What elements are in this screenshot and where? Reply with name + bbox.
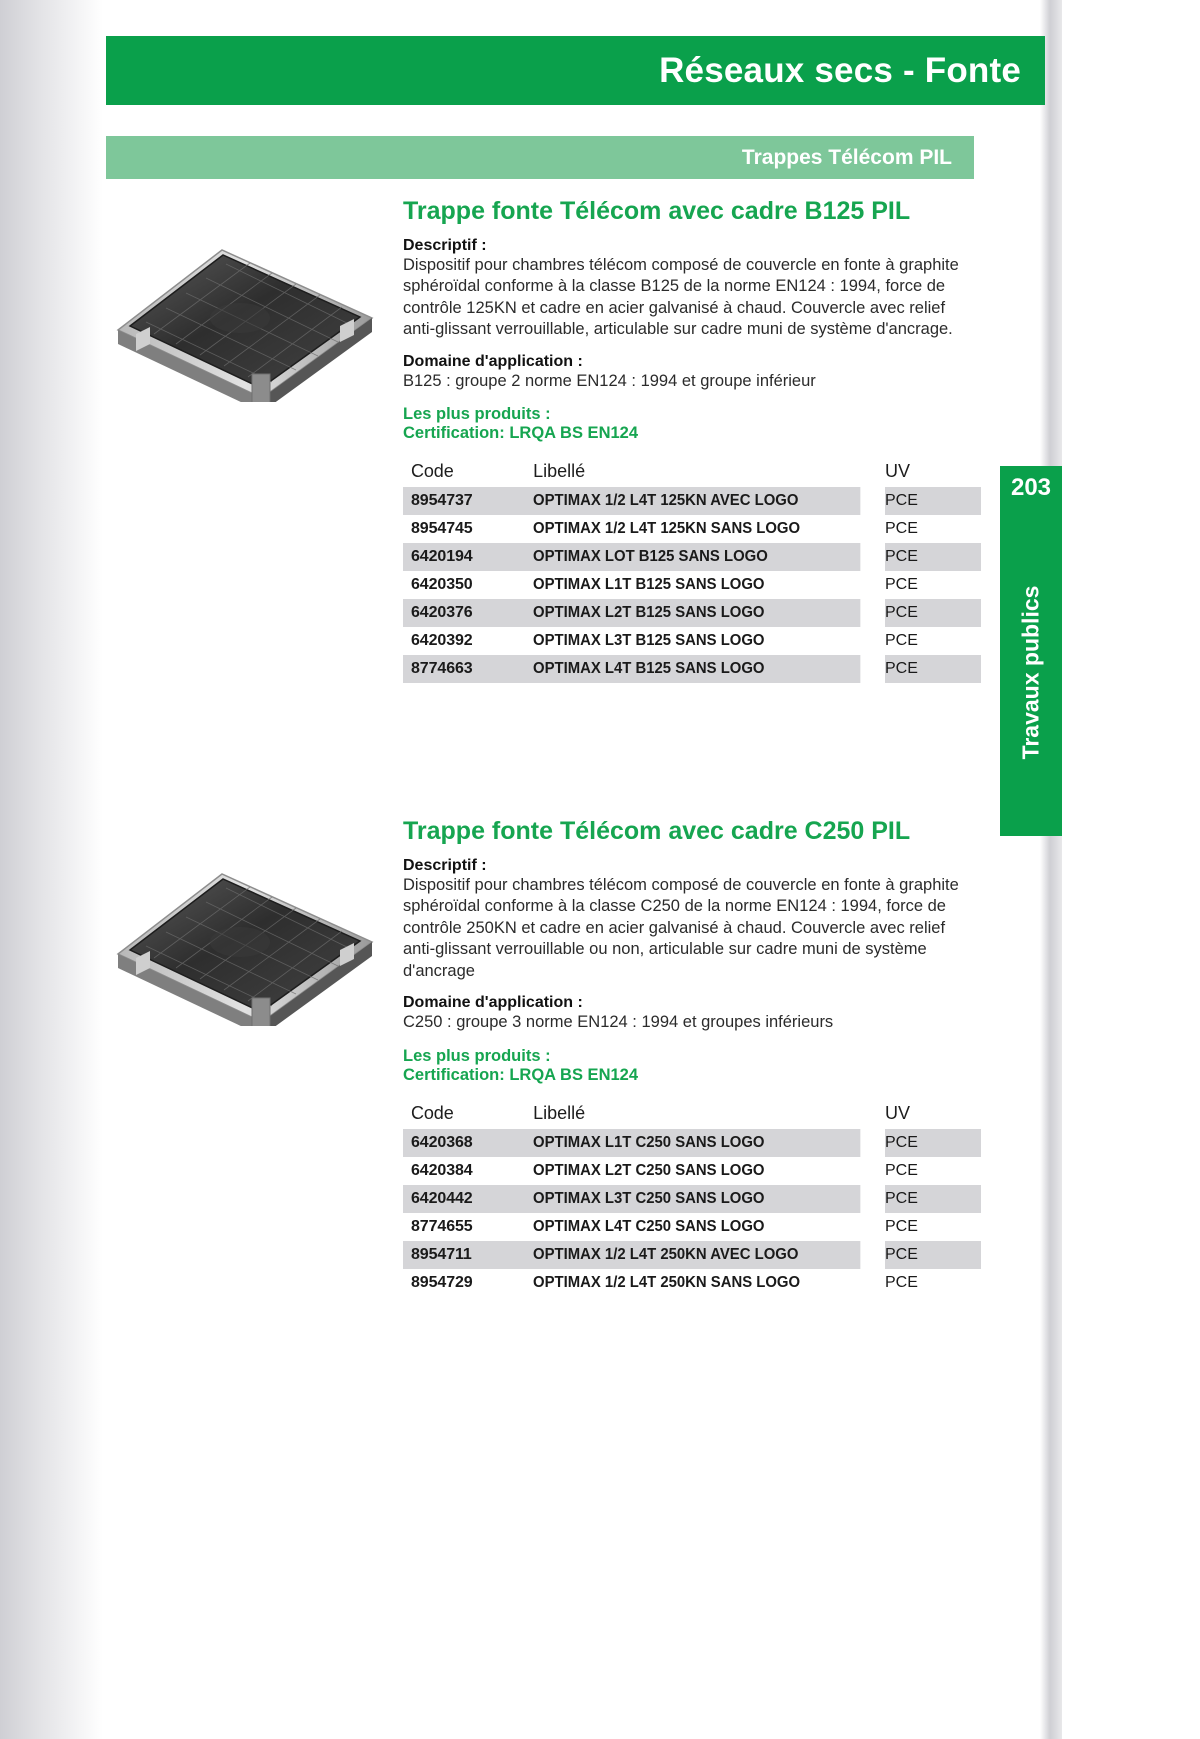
table-row: [403, 487, 981, 515]
table-row: [403, 655, 981, 683]
cell-libelle: OPTIMAX LOT B125 SANS LOGO: [533, 543, 860, 571]
cell-libelle: OPTIMAX L2T C250 SANS LOGO: [533, 1161, 765, 1179]
cell-libelle: OPTIMAX L4T B125 SANS LOGO: [533, 655, 860, 683]
product-block-c250: [403, 818, 981, 1297]
product-certification: Certification: LRQA BS EN124: [403, 424, 639, 443]
product-photo-b125: [110, 222, 380, 402]
table-header-row: [403, 1101, 981, 1129]
product-certification: Certification: LRQA BS EN124: [403, 1065, 639, 1084]
cell-uv: PCE: [885, 655, 981, 683]
cell-libelle: OPTIMAX L1T B125 SANS LOGO: [533, 576, 765, 594]
cell-code: 8954737: [403, 487, 533, 515]
product-domaine: B125 : groupe 2 norme EN124 : 1994 et groupe inférieur: [403, 371, 816, 390]
header-libelle: Libellé: [533, 461, 586, 482]
table-row: [403, 599, 981, 627]
product-title: Trappe fonte Télécom avec cadre C250 PIL: [403, 817, 911, 845]
header-uv: UV: [885, 1102, 911, 1123]
cell-code: 6420392: [411, 632, 473, 650]
table-body: [403, 1129, 981, 1297]
cell-uv: PCE: [885, 632, 918, 650]
header-uv: UV: [885, 461, 911, 482]
table-row: [403, 1157, 981, 1185]
cell-libelle: OPTIMAX L3T C250 SANS LOGO: [533, 1185, 860, 1213]
table-header-row: [403, 459, 981, 487]
header-code: Code: [411, 1102, 454, 1123]
product-table-b125: [403, 459, 981, 683]
cell-uv: PCE: [885, 1185, 981, 1213]
cell-uv: PCE: [885, 487, 981, 515]
table-row: [403, 543, 981, 571]
cell-libelle: OPTIMAX L3T B125 SANS LOGO: [533, 632, 765, 650]
domaine-label: Domaine d'application :: [403, 352, 583, 370]
descriptif-label: Descriptif :: [403, 857, 487, 874]
cell-code: 8954711: [403, 1241, 533, 1269]
cell-uv: PCE: [885, 1217, 918, 1235]
cell-code: 8954745: [411, 520, 473, 538]
plus-produits-label: Les plus produits :: [403, 1046, 551, 1065]
product-photo-c250: [110, 846, 380, 1026]
table-row: [403, 1129, 981, 1157]
cell-code: 8954729: [411, 1273, 473, 1291]
product-description: Dispositif pour chambres télécom composé de couvercle en fonte à graphite sphéroïdal conforme à la classe B125 de la norme EN124 : 1994, force de contrôle 125KN et cadre en acier galvanisé à chaud. Couvercle avec relief anti-glissant verrouillable, articulable sur cadre muni de système d'ancrage.: [403, 256, 959, 339]
table-body: [403, 487, 981, 683]
cell-libelle: OPTIMAX L4T C250 SANS LOGO: [533, 1217, 765, 1235]
table-row: [403, 1269, 981, 1297]
page-right-gutter-shading: [1040, 0, 1062, 1739]
page-number: 203: [1010, 474, 1052, 501]
cell-code: 6420368: [403, 1129, 533, 1157]
cell-code: 6420384: [411, 1161, 473, 1179]
cell-code: 6420376: [403, 599, 533, 627]
product-block-b125: [403, 198, 981, 683]
cell-code: 6420194: [403, 543, 533, 571]
cell-uv: PCE: [885, 1129, 981, 1157]
cell-libelle: OPTIMAX L2T B125 SANS LOGO: [533, 599, 860, 627]
cell-uv: PCE: [885, 1273, 918, 1291]
cell-code: 8774663: [403, 655, 533, 683]
cell-libelle: OPTIMAX L1T C250 SANS LOGO: [533, 1129, 860, 1157]
plus-produits-label: Les plus produits :: [403, 405, 551, 424]
page-subheader: [106, 136, 974, 179]
cell-code: 8774655: [411, 1217, 473, 1235]
page-left-gutter-shading: [0, 0, 103, 1739]
product-table-c250: [403, 1101, 981, 1297]
table-row: [403, 627, 981, 655]
cell-uv: PCE: [885, 520, 918, 538]
page-header: [106, 36, 1045, 105]
cell-libelle: OPTIMAX 1/2 L4T 125KN AVEC LOGO: [533, 487, 860, 515]
section-tab-text: Travaux publics: [1017, 585, 1044, 759]
cell-libelle: OPTIMAX 1/2 L4T 250KN SANS LOGO: [533, 1273, 801, 1291]
cell-uv: PCE: [885, 543, 981, 571]
product-description: Dispositif pour chambres télécom composé de couvercle en fonte à graphite sphéroïdal conforme à la classe C250 de la norme EN124 : 1994, force de contrôle 250KN et cadre en acier galvanisé à chaud. Couvercle avec relief anti-glissant verrouillable ou non, articulable sur cadre muni de système d'ancrage: [403, 876, 959, 980]
table-row: [403, 571, 981, 599]
cell-code: 6420442: [403, 1185, 533, 1213]
domaine-label: Domaine d'application :: [403, 994, 583, 1012]
table-row: [403, 1185, 981, 1213]
table-row: [403, 515, 981, 543]
descriptif-label: Descriptif :: [403, 237, 487, 254]
page-subtitle: Trappes Télécom PIL: [741, 145, 952, 169]
cell-code: 6420350: [411, 576, 473, 594]
cell-libelle: OPTIMAX 1/2 L4T 125KN SANS LOGO: [533, 520, 801, 538]
product-title: Trappe fonte Télécom avec cadre B125 PIL: [403, 197, 911, 225]
table-row: [403, 1213, 981, 1241]
cell-uv: PCE: [885, 1161, 918, 1179]
cell-libelle: OPTIMAX 1/2 L4T 250KN AVEC LOGO: [533, 1241, 860, 1269]
cell-uv: PCE: [885, 599, 981, 627]
page-title: Réseaux secs - Fonte: [659, 50, 1021, 90]
section-tab-label: [1000, 512, 1062, 832]
cell-uv: PCE: [885, 1241, 981, 1269]
table-row: [403, 1241, 981, 1269]
header-code: Code: [411, 461, 454, 482]
product-domaine: C250 : groupe 3 norme EN124 : 1994 et groupes inférieurs: [403, 1013, 834, 1032]
header-libelle: Libellé: [533, 1102, 586, 1123]
cell-uv: PCE: [885, 576, 918, 594]
